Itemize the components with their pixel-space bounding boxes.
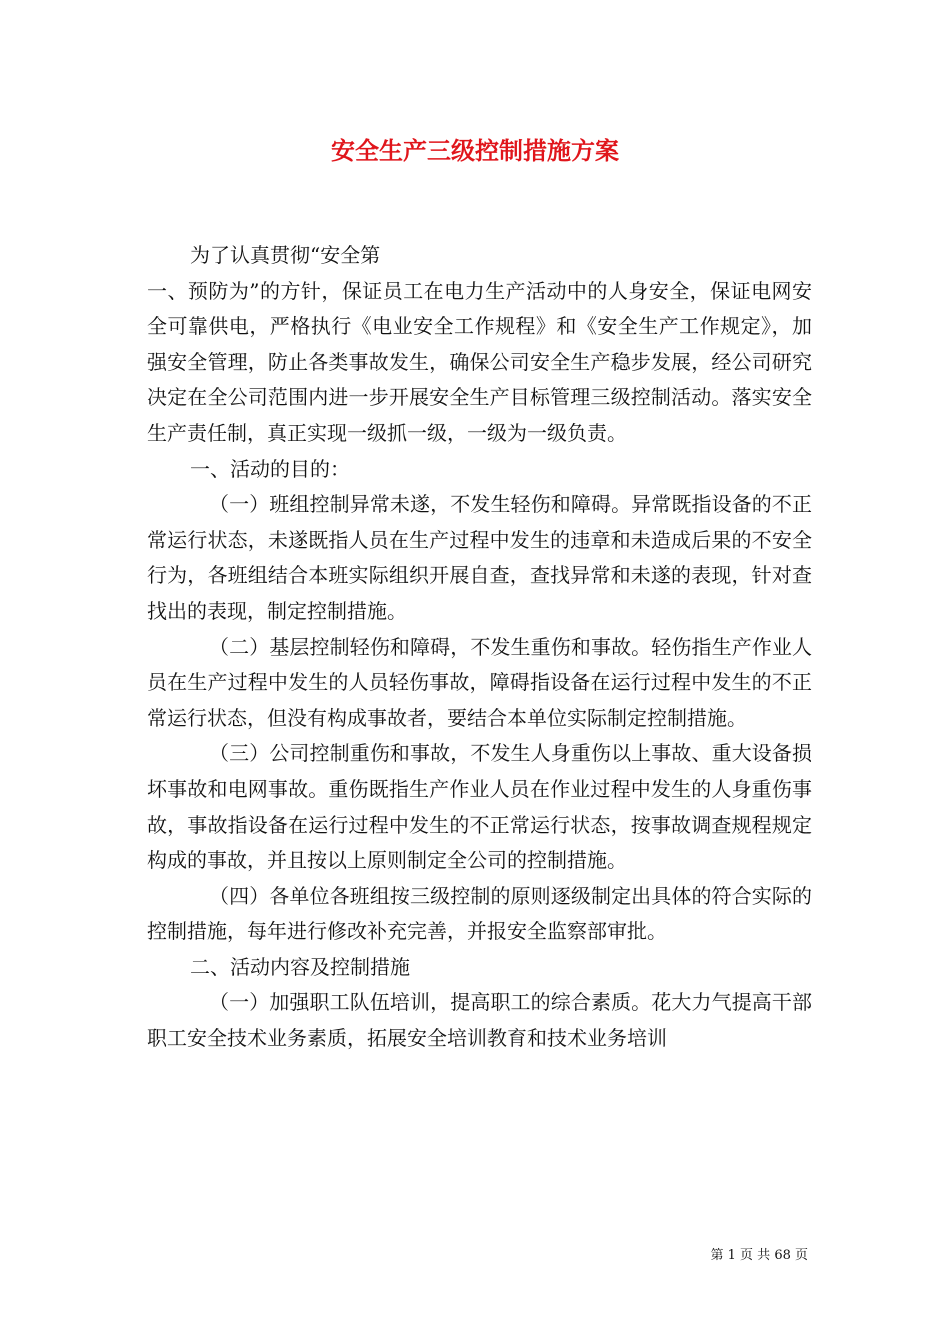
paragraph-item-3: （三）公司控制重伤和事故，不发生人身重伤以上事故、重大设备损坏事故和电网事故。重伤既指生产作业人员在作业过程中发生的人身重伤事故，事故指设备在运行过程中发生的不正常运行状态，按事故调查规程规定构成的事故，并且按以上原则制定全公司的控制措施。 bbox=[147, 741, 812, 873]
paragraph-item-1: （一）班组控制异常未遂，不发生轻伤和障碍。异常既指设备的不正常运行状态，未遂既指人员在生产过程中发生的违章和未造成后果的不安全行为，各班组结合本班实际组织开展自查，查找异常和未遂的表现，针对查找出的表现，制定控制措施。 bbox=[147, 492, 812, 623]
paragraph-intro: 为了认真贯彻“安全第 bbox=[190, 243, 381, 267]
paragraph-content-1: （一）加强职工队伍培训，提高职工的综合素质。花大力气提高干部职工安全技术业务素质，拓展安全培训教育和技术业务培训 bbox=[147, 990, 812, 1051]
paragraph-item-2: （二）基层控制轻伤和障碍，不发生重伤和事故。轻伤指生产作业人员在生产过程中发生的人员轻伤事故，障碍指设备在运行过程中发生的不正常运行状态，但没有构成事故者，要结合本单位实际制定控制措施。 bbox=[147, 634, 812, 730]
paragraph-item-4: （四）各单位各班组按三级控制的原则逐级制定出具体的符合实际的控制措施，每年进行修改补充完善，并报安全监察部审批。 bbox=[147, 883, 812, 944]
page-number: 第 1 页 共 68 页 bbox=[710, 1248, 808, 1263]
section-heading-purpose: 一、活动的目的： bbox=[190, 456, 350, 481]
paragraph-policy: 一、预防为”的方针，保证员工在电力生产活动中的人身安全，保证电网安全可靠供电，严格执行《电业安全工作规程》和《安全生产工作规定》，加强安全管理，防止各类事故发生，确保公司安全生产稳步发展，经公司研究决定在全公司范围内进一步开展安全生产目标管理三级控制活动。落实安全生产责任制，真正实现一级抓一级，一级为一级负责。 bbox=[147, 278, 812, 445]
document-body bbox=[147, 238, 812, 1057]
section-heading-content: 二、活动内容及控制措施 bbox=[190, 954, 410, 979]
document-title: 安全生产三级控制措施方案 bbox=[331, 136, 619, 165]
